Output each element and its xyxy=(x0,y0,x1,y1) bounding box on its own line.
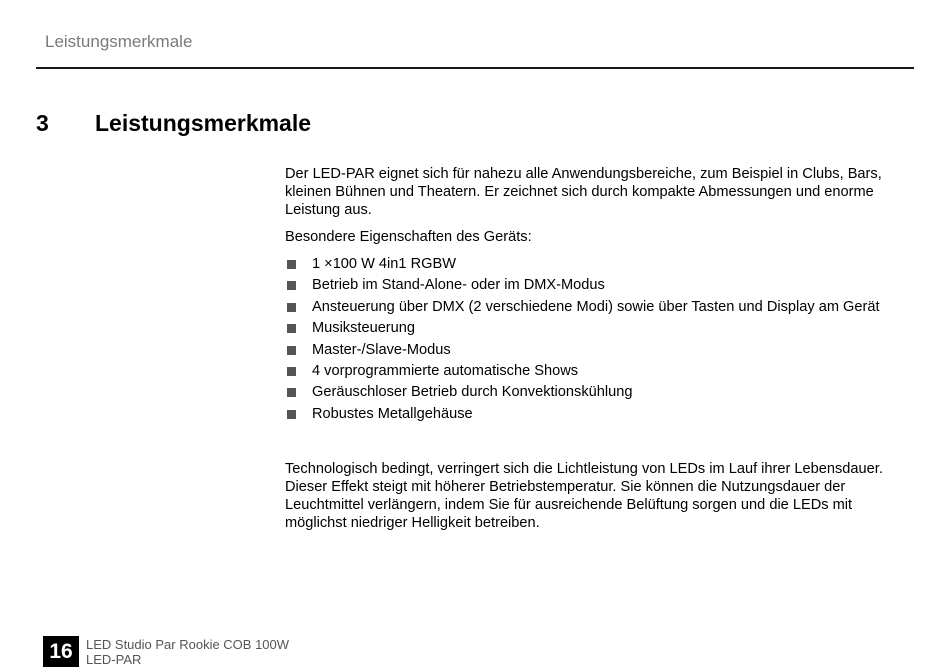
feature-text: Musiksteuerung xyxy=(312,320,416,337)
square-bullet-icon xyxy=(287,260,296,269)
feature-list xyxy=(285,255,910,426)
running-header-title: Leistungsmerkmale xyxy=(45,32,193,51)
square-bullet-icon xyxy=(287,303,296,312)
main-content xyxy=(285,165,910,532)
square-bullet-icon xyxy=(287,367,296,376)
feature-list-item xyxy=(285,405,910,426)
footer-model-name: LED-PAR xyxy=(86,652,142,667)
feature-list-item xyxy=(285,341,910,362)
features-label: Besondere Eigenschaften des Geräts: xyxy=(285,229,532,245)
footer-product-name: LED Studio Par Rookie COB 100W xyxy=(86,637,290,652)
square-bullet-icon xyxy=(287,388,296,397)
page-number: 16 xyxy=(43,636,79,667)
square-bullet-icon xyxy=(287,410,296,419)
intro-paragraph: Der LED-PAR eignet sich für nahezu alle Anwendungsbereiche, zum Beispiel in Clubs, Bars, kleinen Bühnen und Theatern. Er zeichnet sich durch kompakte Abmessungen und enorme Leistung aus. xyxy=(285,166,882,218)
chapter-number: 3 xyxy=(36,110,49,136)
header-divider xyxy=(36,67,914,69)
feature-text: Master-/Slave-Modus xyxy=(312,341,451,358)
feature-list-item xyxy=(285,276,910,297)
feature-list-item xyxy=(285,298,910,319)
feature-text: Ansteuerung über DMX (2 verschiedene Modi) sowie über Tasten und Display am Gerät xyxy=(312,298,880,315)
chapter-title: Leistungsmerkmale xyxy=(95,110,312,136)
feature-text: Robustes Metallgehäuse xyxy=(312,405,473,422)
feature-text: 4 vorprogrammierte automatische Shows xyxy=(312,362,579,379)
feature-text: Betrieb im Stand-Alone- oder im DMX-Modus xyxy=(312,277,605,294)
feature-list-item xyxy=(285,362,910,383)
feature-list-item xyxy=(285,383,910,404)
square-bullet-icon xyxy=(287,281,296,290)
square-bullet-icon xyxy=(287,324,296,333)
square-bullet-icon xyxy=(287,346,296,355)
feature-text: 1 ×100 W 4in1 RGBW xyxy=(312,256,456,272)
feature-list-item xyxy=(285,255,910,276)
feature-text: Geräuschloser Betrieb durch Konvektionskühlung xyxy=(312,384,633,401)
led-lifetime-note: Technologisch bedingt, verringert sich die Lichtleistung von LEDs im Lauf ihrer Lebensdauer. Dieser Effekt steigt mit höherer Betriebstemperatur. Sie können die Nutzungsdauer der Leuchtmittel verlängern, indem Sie für ausreichende Belüftung sorgen und die LEDs mit möglichst niedriger Helligkeit betreiben. xyxy=(285,461,883,532)
feature-list-item xyxy=(285,319,910,340)
